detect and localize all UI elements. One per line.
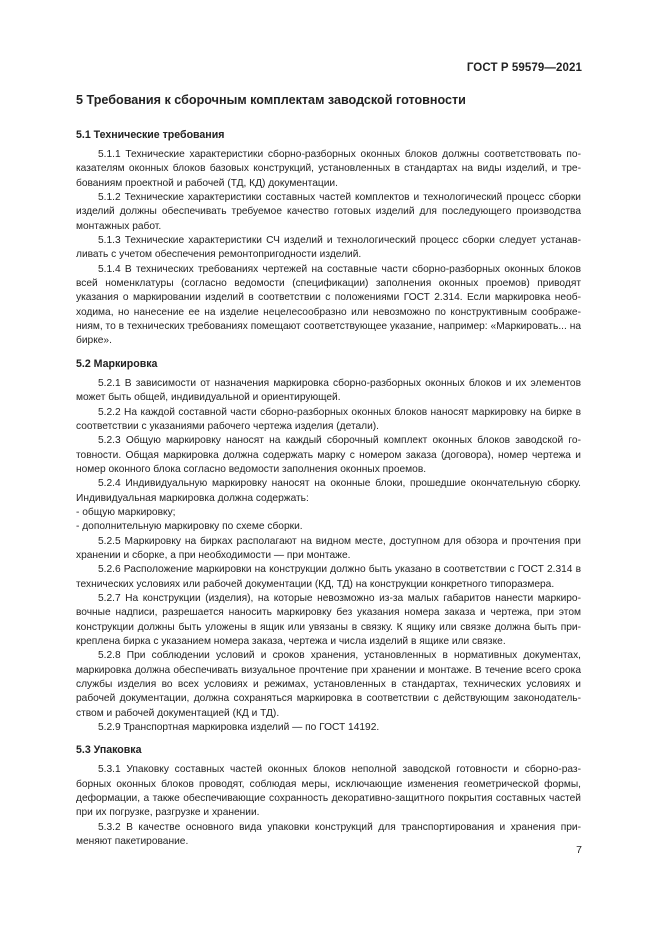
page-content <box>76 92 581 857</box>
paragraph-5-1-1: 5.1.1 Технические характеристики сборно-разборных оконных блоков должны соответствовать показателям оконных блоков базовых конструкций, установленных в стандартах на виды изделий, и требованиям проектной и рабочей (ТД, КД) документации. <box>76 149 581 189</box>
paragraph-5-2-7: 5.2.7 На конструкции (изделия), на которые невозможно из-за малых габаритов нанести маркировочные надписи, разрешается наносить маркировку без указания номера заказа и чертежа, при этом конструкции должны быть уложены в ящик или увязаны в связку. К ящику или связке должна быть прикреплена бирка с указанием номера заказа, чертежа и числа изделий в ящике или связке. <box>76 592 581 647</box>
paragraph-5-2-2: 5.2.2 На каждой составной части сборно-разборных оконных блоков наносят маркировку на бирке в соответствии с указаниями рабочего чертежа изделия (детали). <box>76 406 581 432</box>
paragraph-5-1-2: 5.1.2 Технические характеристики составных частей комплектов и технологический процесс сборки изделий должны обеспечивать требуемое качество готовых изделий для последующего производства монтажных работ. <box>76 192 581 232</box>
section-5-1 <box>76 128 581 349</box>
paragraph-5-2-9: 5.2.9 Транспортная маркировка изделий — по ГОСТ 14192. <box>98 722 380 734</box>
standard-number: ГОСТ Р 59579—2021 <box>466 62 582 74</box>
paragraph-5-2-3: 5.2.3 Общую маркировку наносят на каждый сборочный комплект оконных блоков заводской готовности. Общая маркировка должна содержать марку с номером заказа (договора), номер чертежа и номер оконного блока согласно ведомости заполнения оконных проемов. <box>76 435 581 475</box>
section-title: 5.1 Технические требования <box>76 129 225 141</box>
page-number: 7 <box>576 844 582 856</box>
section-5-3 <box>76 743 581 849</box>
paragraph-5-2-1: 5.2.1 В зависимости от назначения маркировка сборно-разборных оконных блоков и их элементов может быть общей, индивидуальной и ориентирующей. <box>76 377 581 404</box>
section-5-2 <box>76 357 581 736</box>
paragraph-5-2-5: 5.2.5 Маркировку на бирках располагают на видном месте, доступном для обзора и прочтения при хранении и сборке, а при необходимости — при монтаже. <box>76 535 581 561</box>
paragraph-5-1-4: 5.1.4 В технических требованиях чертежей на составные части сборно-разборных оконных блоков всей номенклатуры (согласно ведомости (спецификации) заполнения оконных проемов) приводят указания о маркировании изделий в соответствии с положениями ГОСТ 2.314. Если маркировка необходима, но нанесение ее на изделие нецелесообразно или невозможно по конструктивным соображениям, то в технических требованиях помещают соответствующее указание, например: «Маркировать... на бирке». <box>76 263 581 347</box>
paragraph-5-2-4: 5.2.4 Индивидуальную маркировку наносят на оконные блоки, прошедшие окончательную сборку. Индивидуальная маркировка должна содержать: <box>76 478 581 504</box>
paragraph-5-1-3: 5.1.3 Технические характеристики СЧ изделий и технологический процесс сборки следует устанавливать с учетом обеспечения ремонтопригодности изделий. <box>76 235 581 261</box>
list-item: - общую маркировку; <box>76 506 176 518</box>
paragraph-5-3-2: 5.3.2 В качестве основного вида упаковки конструкций для транспортирования и хранения применяют пакетирование. <box>76 821 581 848</box>
list-item: - дополнительную маркировку по схеме сборки. <box>76 521 303 533</box>
chapter-title: 5 Требования к сборочным комплектам заводской готовности <box>76 93 466 107</box>
paragraph-5-3-1: 5.3.1 Упаковку составных частей оконных блоков неполной заводской готовности и сборно-разборных оконных блоков проводят, соблюдая меры, исключающие изменения геометрической формы, деформации, а также обеспечивающие сохранность декоративно-защитного покрытия составных частей при их погрузке, разгрузке и хранении. <box>76 764 581 819</box>
paragraph-5-2-6: 5.2.6 Расположение маркировки на конструкции должно быть указано в соответствии с ГОСТ 2.314 в технических условиях или рабочей документации (КД, ТД) на конструкции конкретного типоразмера. <box>76 564 581 590</box>
paragraph-5-2-8: 5.2.8 При соблюдении условий и сроков хранения, установленных в нормативных документах, маркировка должна обеспечивать визуальное прочтение при хранении и монтаже. В течение всего срока службы изделия во всех условиях и режимах, установленных в стандартах, технических условиях и рабочей документации, должна сохраняться маркировка в соответствии с действующим законодательством и рабочей документацией (КД и ТД). <box>76 650 581 719</box>
section-title: 5.2 Маркировка <box>76 357 158 370</box>
section-title: 5.3 Упаковка <box>76 744 142 757</box>
